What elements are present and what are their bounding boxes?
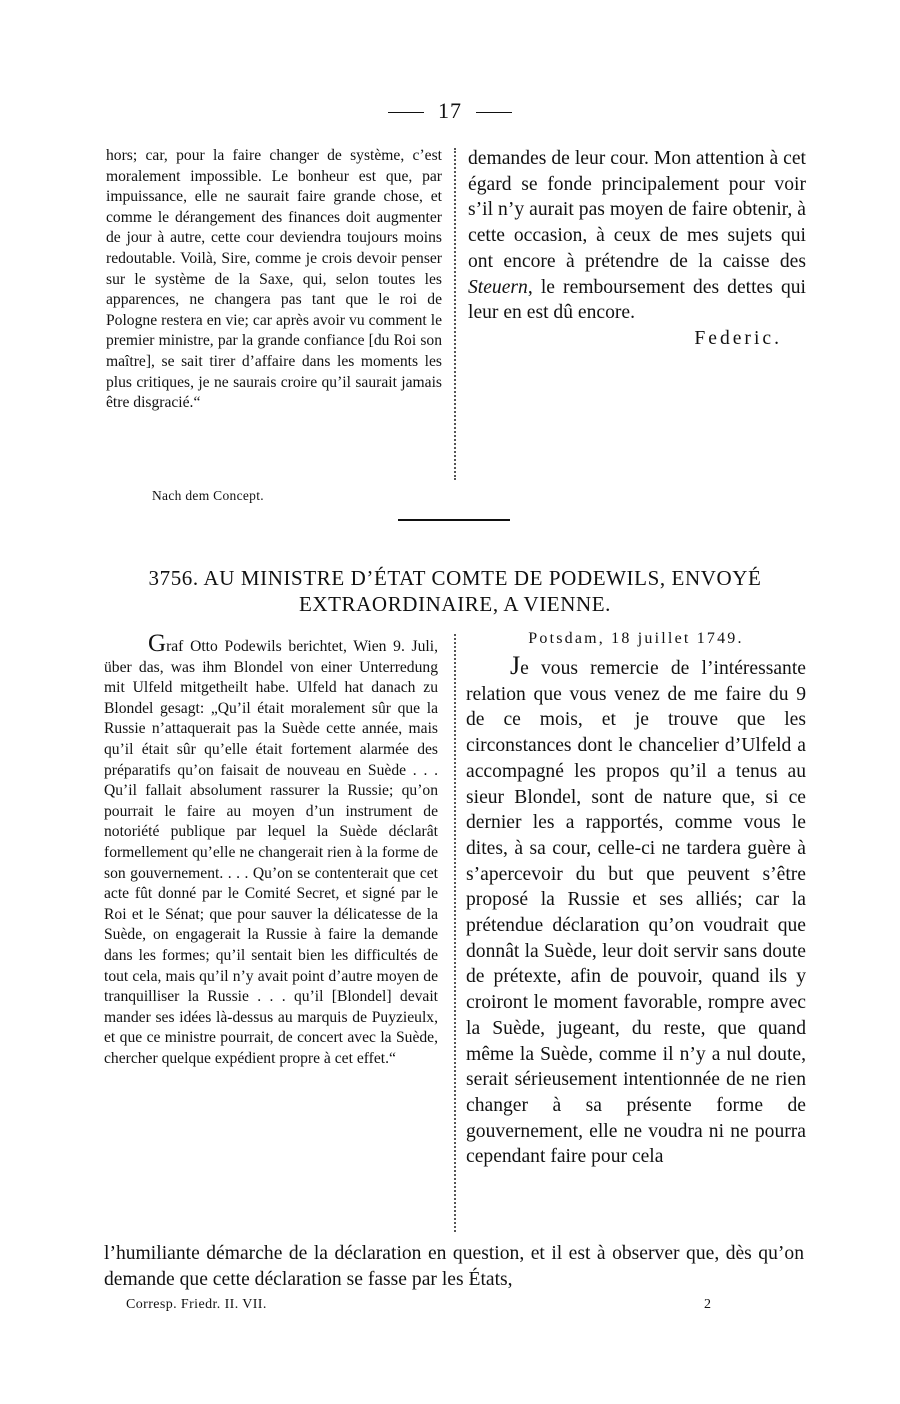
dash-right [476,112,512,113]
letter-dropcap: J [510,651,521,680]
section-heading: 3756. AU MINISTRE D’ÉTAT COMTE DE PODEWILS, ENVOYÉ EXTRAORDINAIRE, A VIENNE. [148,566,762,616]
top-right-italic: Steuern [468,276,528,298]
letter-column [466,627,806,1170]
footer-signature-mark: Corresp. Friedr. II. VII. [126,1297,267,1312]
section-rule [398,519,510,521]
footer-sheet-number: 2 [704,1297,711,1312]
top-right-text-before: demandes de leur cour. Mon attention à cet égard se fonde principalement pour voir s’il n’y aurait pas moyen de faire obtenir, à cette occasion, à ceux de mes sujets qui ont encore à prétendre de la caisse des [468,148,806,272]
top-right-column [468,146,806,352]
summary-column [104,630,438,1069]
concept-note: Nach dem Concept. [152,488,264,503]
page-number: 17 [438,98,462,123]
summary-text: raf Otto Podewils berichtet, Wien 9. Juli, über das, was ihm Blondel von einer Unterredung mit Ulfeld mitgetheilt habe. Ulfeld hat danach zu Blondel gesagt: „Qu’il était moralement sûr que la Russie n’attaquerait pas la Suède cette année, mais qu’il était sûr qu’elle était fortement alarmée des préparatifs qu’on faisait de nouveau en Suède . . . Qu’il fallait absolument rassurer la Russie; qu’on pourrait le faire au moyen d’un instrument de notoriété publique par lequel la Suède déclarât formellement qu’elle ne changerait rien à la forme de son gouvernement. . . . Qu’on se contenterait que cet acte fût donné par le Comité Secret, et signé par le Roi et le Sénat; que pour sauver la délicatesse de la Suède, on engagerait la Russie à faire la demande dans les formes; qu’il sentait bien les difficultés de tout cela, mais qu’il n’y avait point d’autre moyen de tranquilliser la Russie . . . qu’il [Blondel] devait mander ses idées là-dessus au marquis de Puyzieulx, et que ce ministre pourrait, de concert avec la Suède, chercher quelque expédient propre à cet effet.“ [104,638,438,1067]
letter-paragraph [466,653,806,1170]
column-divider-bottom [454,634,456,1232]
signature: Federic. [694,327,782,349]
top-left-paragraph: hors; car, pour la faire changer de système, c’est moralement impossible. Le bonheur est que, par impuissance, elle ne saurait faire grande chose, et comme le dérangement des finances doit augmenter de jour à autre, cette cour deviendra toujours moins redoutable. Voilà, Sire, comme je crois devoir penser sur le système de la Saxe, qui, selon toutes les apparences, ne changera pas tant que le roi de Pologne restera en vie; car après avoir vu comment le premier ministre, par la grande confiance [du Roi son maître], se sait tirer d’affaire dans les moments les plus critiques, je ne saurais croire qu’il saurait jamais être disgracié.“ [106,147,442,412]
top-right-paragraph [468,146,806,326]
dateline: Potsdam, 18 juillet 1749. [528,630,744,647]
dash-left [388,112,424,113]
page-number-line [0,98,900,124]
summary-dropcap: G [148,630,167,657]
top-right-text-after: , le remboursement des dettes qui leur en est dû encore. [468,276,806,324]
letter-continuation: l’humiliante démarche de la déclaration en question, et il est à observer que, dès qu’on demande que cette déclaration se fasse par les États, [104,1243,804,1290]
column-divider-top [454,148,456,480]
summary-paragraph [104,630,438,1069]
letter-text: e vous remercie de l’intéressante relation que vous venez de me faire du 9 de ce mois, et je trouve que les circonstances dont le chancelier d’Ulfeld a accompagné les propos qu’il a tenus au sieur Blondel, sont de nature que, si ce dernier les a rapportés, comme vous le dites, à sa cour, celle-ci ne tardera guère à s’apercevoir du but que peuvent s’être proposé la Russie et ses alliés; car la prétendue déclaration qu’on voudrait que donnât la Suède, leur doit servir sans doute de prétexte, afin de pouvoir, quand ils y croiront le moment favorable, rompre avec la Suède, jugeant, du reste, que quand même la Suède, comme il n’y a nul doute, serait sérieusement intentionnée de ne rien changer à sa présente forme de gouvernement, elle ne voudra ni ne pourra cependant faire pour cela [466,658,806,1168]
top-left-column [106,146,442,414]
